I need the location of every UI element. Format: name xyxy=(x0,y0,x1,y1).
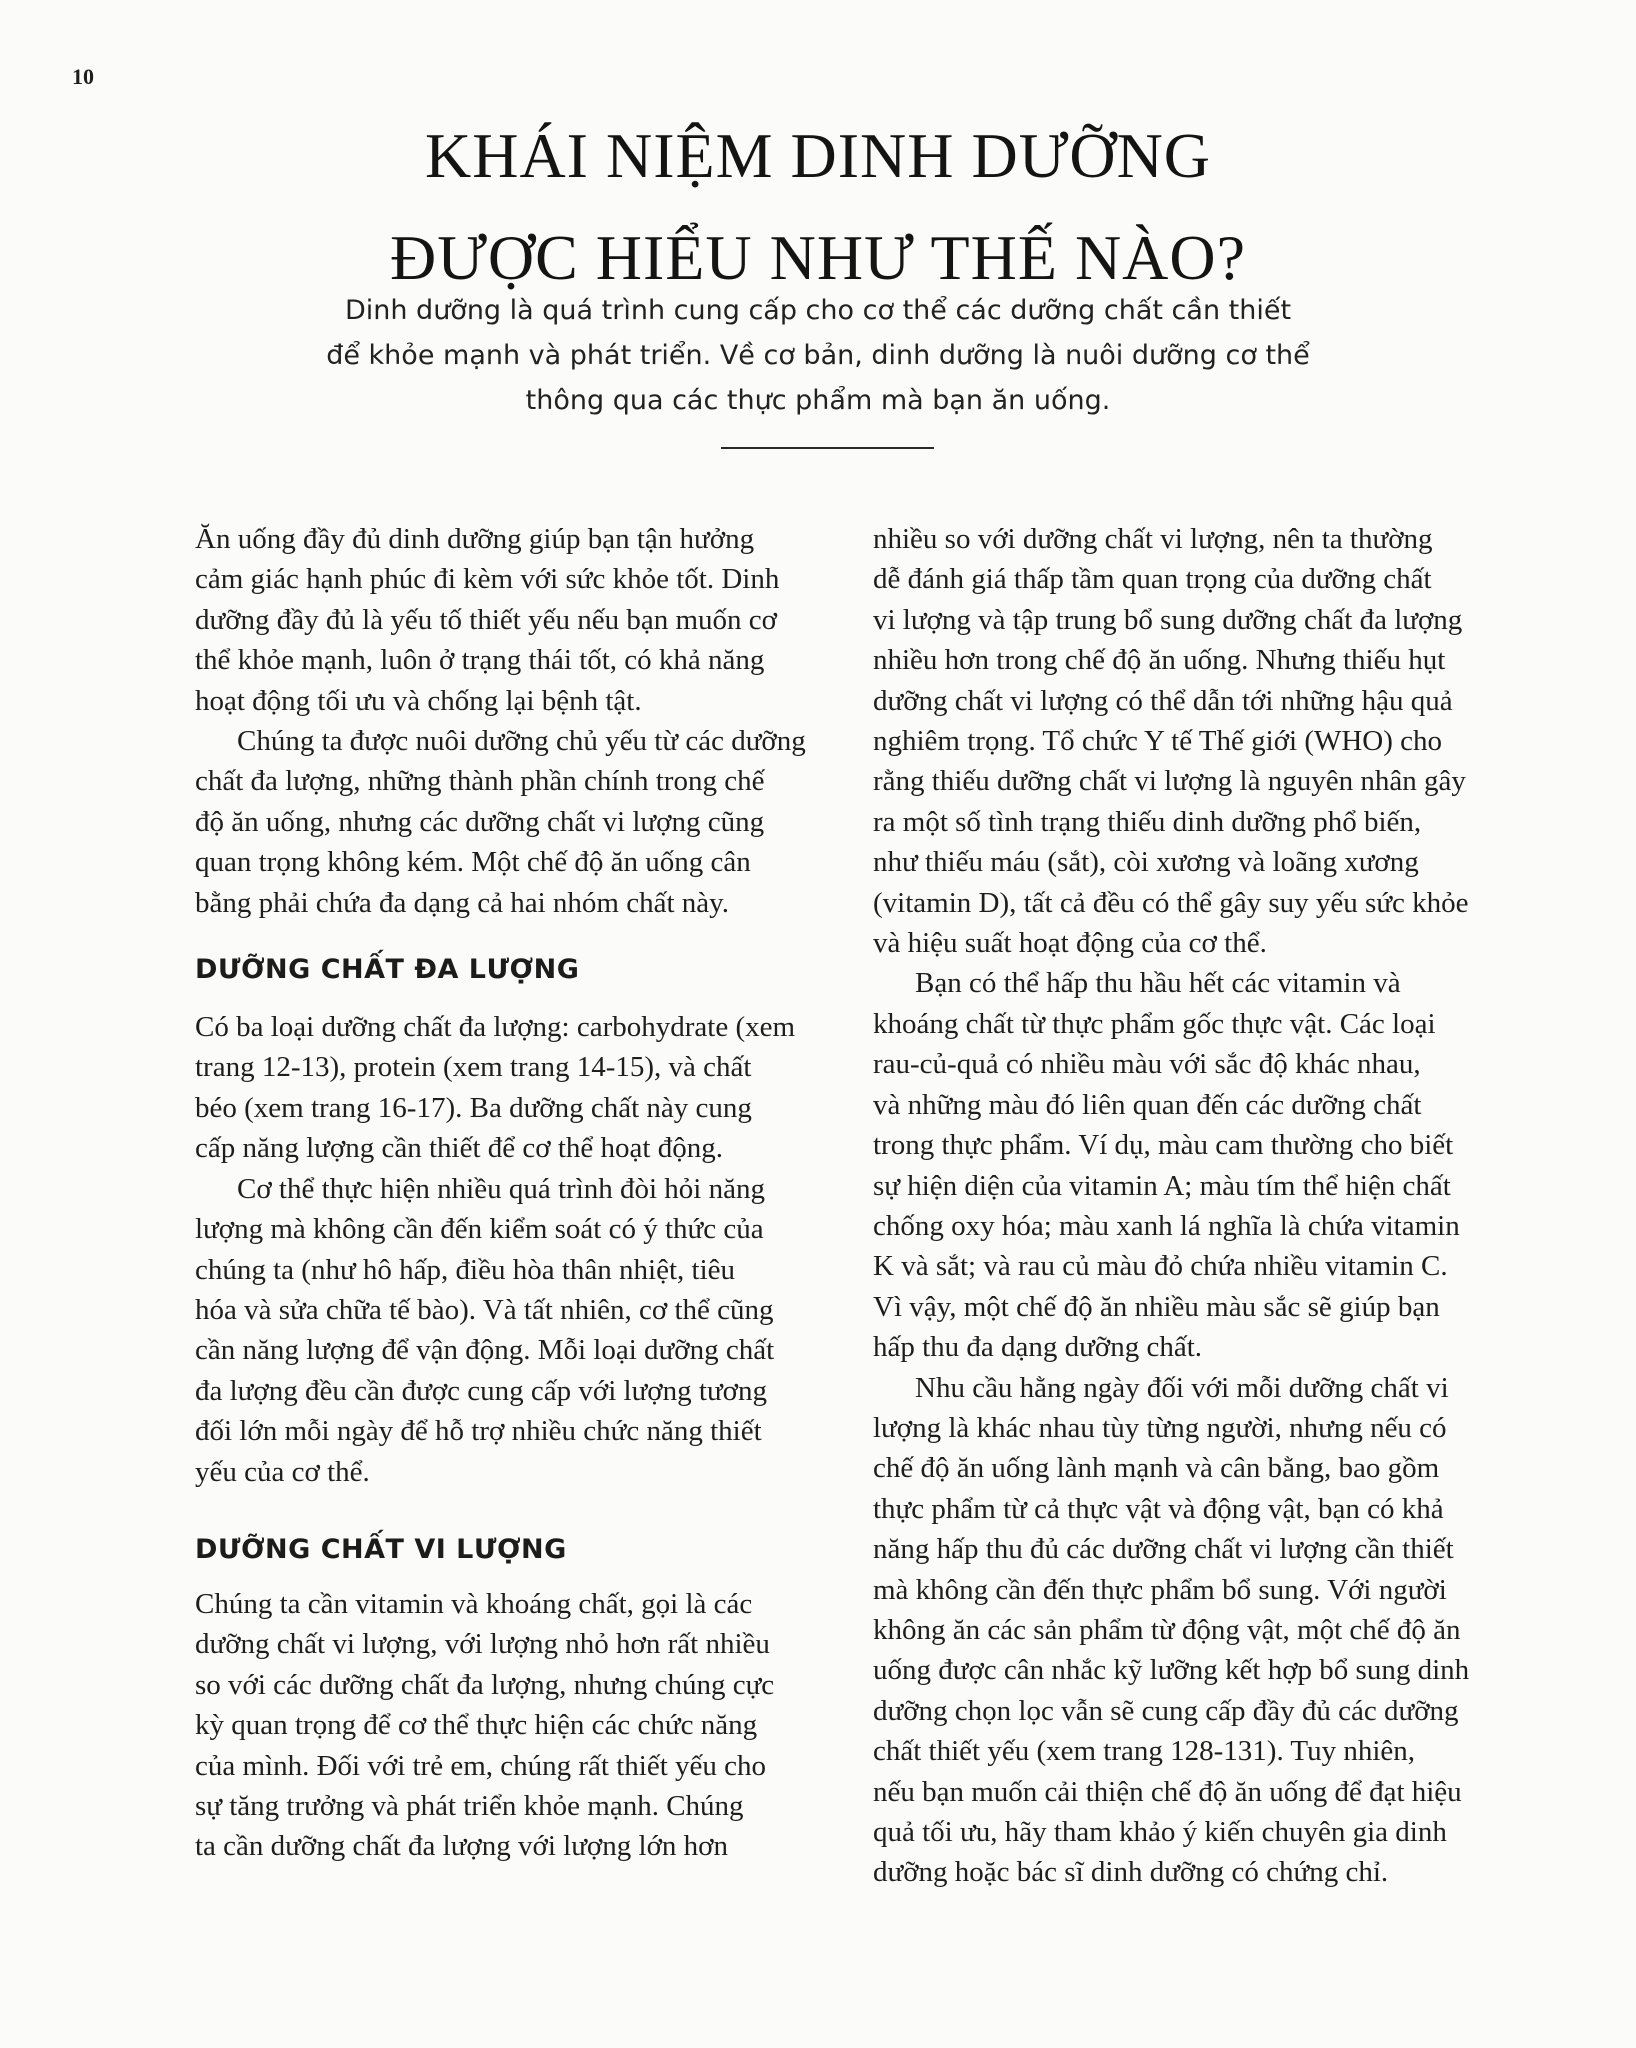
body-paragraph xyxy=(195,721,835,923)
text-line: cần năng lượng để vận động. Mỗi loại dưỡng chất xyxy=(195,1334,775,1367)
left-column xyxy=(195,519,835,1867)
text-line: độ ăn uống, nhưng các dưỡng chất vi lượng cũng xyxy=(195,805,765,838)
text-line: dễ đánh giá thấp tầm quan trọng của dưỡng chất xyxy=(873,563,1432,596)
text-line: chế độ ăn uống lành mạnh và cân bằng, bao gồm xyxy=(873,1452,1440,1485)
text-line: Có ba loại dưỡng chất đa lượng: carbohydrate (xem xyxy=(195,1011,796,1044)
text-line: nhiều hơn trong chế độ ăn uống. Nhưng thiếu hụt xyxy=(873,644,1446,677)
text-line: Ăn uống đầy đủ dinh dưỡng giúp bạn tận hưởng xyxy=(195,523,755,555)
intro-line: Dinh dưỡng là quá trình cung cấp cho cơ thể các dưỡng chất cần thiết xyxy=(344,295,1292,326)
text-line: rau-củ-quả có nhiều màu với sắc độ khác nhau, xyxy=(873,1048,1421,1081)
text-line: chống oxy hóa; màu xanh lá nghĩa là chứa vitamin xyxy=(873,1209,1460,1242)
text-line: yếu của cơ thể. xyxy=(195,1455,370,1488)
text-line: kỳ quan trọng để cơ thể thực hiện các chức năng xyxy=(195,1709,758,1742)
text-line: cảm giác hạnh phúc đi kèm với sức khỏe tốt. Dinh xyxy=(195,563,780,596)
text-line: Bạn có thể hấp thu hầu hết các vitamin và xyxy=(915,967,1401,1000)
text-line: thể khỏe mạnh, luôn ở trạng thái tốt, có khả năng xyxy=(195,644,765,677)
text-line: trang 12-13), protein (xem trang 14-15), và chất xyxy=(195,1051,752,1084)
text-line: hoạt động tối ưu và chống lại bệnh tật. xyxy=(195,684,642,717)
text-line: và hiệu suất hoạt động của cơ thể. xyxy=(873,927,1267,960)
section-heading: DƯỠNG CHẤT ĐA LƯỢNG xyxy=(195,954,580,986)
text-line: như thiếu máu (sắt), còi xương và loãng xương xyxy=(873,846,1419,879)
text-line: chúng ta (như hô hấp, điều hòa thân nhiệt, tiêu xyxy=(195,1253,735,1286)
text-line: thực phẩm từ cả thực vật và động vật, bạn có khả xyxy=(873,1492,1444,1525)
text-line: K và sắt; và rau củ màu đỏ chứa nhiều vitamin C. xyxy=(873,1250,1448,1283)
intro-paragraph xyxy=(320,288,1316,423)
text-line: Cơ thể thực hiện nhiều quá trình đòi hỏi năng xyxy=(237,1172,765,1205)
text-line: cấp năng lượng cần thiết để cơ thể hoạt động. xyxy=(195,1132,723,1165)
text-line: uống được cân nhắc kỹ lưỡng kết hợp bổ sung dinh xyxy=(873,1654,1470,1687)
text-line: nếu bạn muốn cải thiện chế độ ăn uống để đạt hiệu xyxy=(873,1775,1462,1808)
text-line: Chúng ta được nuôi dưỡng chủ yếu từ các dưỡng xyxy=(237,725,806,758)
title-line: KHÁI NIỆM DINH DƯỠNG xyxy=(425,120,1211,191)
text-line: sự hiện diện của vitamin A; màu tím thể hiện chất xyxy=(873,1169,1451,1202)
body-paragraph xyxy=(873,1368,1518,1893)
text-line: dưỡng đầy đủ là yếu tố thiết yếu nếu bạn muốn cơ xyxy=(195,603,777,636)
text-line: năng hấp thu đủ các dưỡng chất vi lượng cần thiết xyxy=(873,1533,1454,1566)
body-paragraph xyxy=(873,519,1518,963)
text-line: rằng thiếu dưỡng chất vi lượng là nguyên nhân gây xyxy=(873,765,1466,798)
text-line: nghiêm trọng. Tổ chức Y tế Thế giới (WHO) cho xyxy=(873,725,1443,758)
text-line: Nhu cầu hằng ngày đối với mỗi dưỡng chất vi xyxy=(915,1371,1449,1404)
text-line: và những màu đó liên quan đến các dưỡng chất xyxy=(873,1088,1422,1121)
text-line: dưỡng hoặc bác sĩ dinh dưỡng có chứng chỉ. xyxy=(873,1856,1389,1889)
text-line: dưỡng chất vi lượng, với lượng nhỏ hơn rất nhiều xyxy=(195,1628,770,1661)
text-line: (vitamin D), tất cả đều có thể gây suy yếu sức khỏe xyxy=(873,886,1469,919)
body-paragraph xyxy=(195,1584,835,1867)
text-line: so với các dưỡng chất đa lượng, nhưng chúng cực xyxy=(195,1668,775,1701)
text-line: đa lượng đều cần được cung cấp với lượng tương xyxy=(195,1374,767,1407)
text-line: ra một số tình trạng thiếu dinh dưỡng phổ biến, xyxy=(873,805,1422,838)
text-line: nhiều so với dưỡng chất vi lượng, nên ta thường xyxy=(873,523,1433,555)
text-line: của mình. Đối với trẻ em, chúng rất thiết yếu cho xyxy=(195,1749,767,1782)
text-line: béo (xem trang 16-17). Ba dưỡng chất này cung xyxy=(195,1091,752,1124)
text-line: chất thiết yếu (xem trang 128-131). Tuy nhiên, xyxy=(873,1735,1416,1768)
text-line: ta cần dưỡng chất đa lượng với lượng lớn hơn xyxy=(195,1830,728,1863)
text-line: lượng là khác nhau tùy từng người, nhưng nếu có xyxy=(873,1411,1447,1444)
text-line: lượng mà không cần đến kiểm soát có ý thức của xyxy=(195,1213,764,1246)
text-line: hấp thu đa dạng dưỡng chất. xyxy=(873,1331,1203,1364)
text-line: dưỡng chọn lọc vẫn sẽ cung cấp đầy đủ các dưỡng xyxy=(873,1694,1459,1727)
title-line: ĐƯỢC HIỂU NHƯ THẾ NÀO? xyxy=(389,222,1247,293)
intro-line: thông qua các thực phẩm mà bạn ăn uống. xyxy=(525,385,1111,416)
text-line: dưỡng chất vi lượng có thể dẫn tới những hậu quả xyxy=(873,684,1453,717)
text-line: bằng phải chứa đa dạng cả hai nhóm chất này. xyxy=(195,886,730,919)
text-line: chất đa lượng, những thành phần chính trong chế xyxy=(195,765,765,798)
body-paragraph xyxy=(195,1007,835,1169)
text-line: Vì vậy, một chế độ ăn nhiều màu sắc sẽ giúp bạn xyxy=(873,1290,1440,1323)
text-line: khoáng chất từ thực phẩm gốc thực vật. Các loại xyxy=(873,1007,1436,1040)
text-line: quả tối ưu, hãy tham khảo ý kiến chuyên gia dinh xyxy=(873,1816,1447,1848)
text-line: không ăn các sản phẩm từ động vật, một chế độ ăn xyxy=(873,1613,1461,1646)
text-line: quan trọng không kém. Một chế độ ăn uống cân xyxy=(195,846,751,879)
body-paragraph xyxy=(873,963,1518,1367)
right-column xyxy=(873,519,1518,1893)
title-divider xyxy=(721,447,934,449)
text-line: hóa và sửa chữa tế bào). Và tất nhiên, cơ thể cũng xyxy=(195,1293,774,1326)
body-paragraph xyxy=(195,519,835,721)
text-line: vi lượng và tập trung bổ sung dưỡng chất đa lượng xyxy=(873,603,1463,636)
text-line: sự tăng trưởng và phát triển khỏe mạnh. Chúng xyxy=(195,1789,744,1822)
text-line: trong thực phẩm. Ví dụ, màu cam thường cho biết xyxy=(873,1129,1454,1162)
text-line: mà không cần đến thực phẩm bổ sung. Với người xyxy=(873,1573,1447,1606)
text-line: đối lớn mỗi ngày để hỗ trợ nhiều chức năng thiết xyxy=(195,1415,762,1448)
page-title xyxy=(0,105,1636,309)
page-number: 10 xyxy=(72,64,94,89)
intro-line: để khỏe mạnh và phát triển. Về cơ bản, dinh dưỡng là nuôi dưỡng cơ thể xyxy=(326,340,1310,371)
section-heading: DƯỠNG CHẤT VI LƯỢNG xyxy=(195,1533,567,1565)
text-line: Chúng ta cần vitamin và khoáng chất, gọi là các xyxy=(195,1587,753,1620)
body-paragraph xyxy=(195,1169,835,1492)
